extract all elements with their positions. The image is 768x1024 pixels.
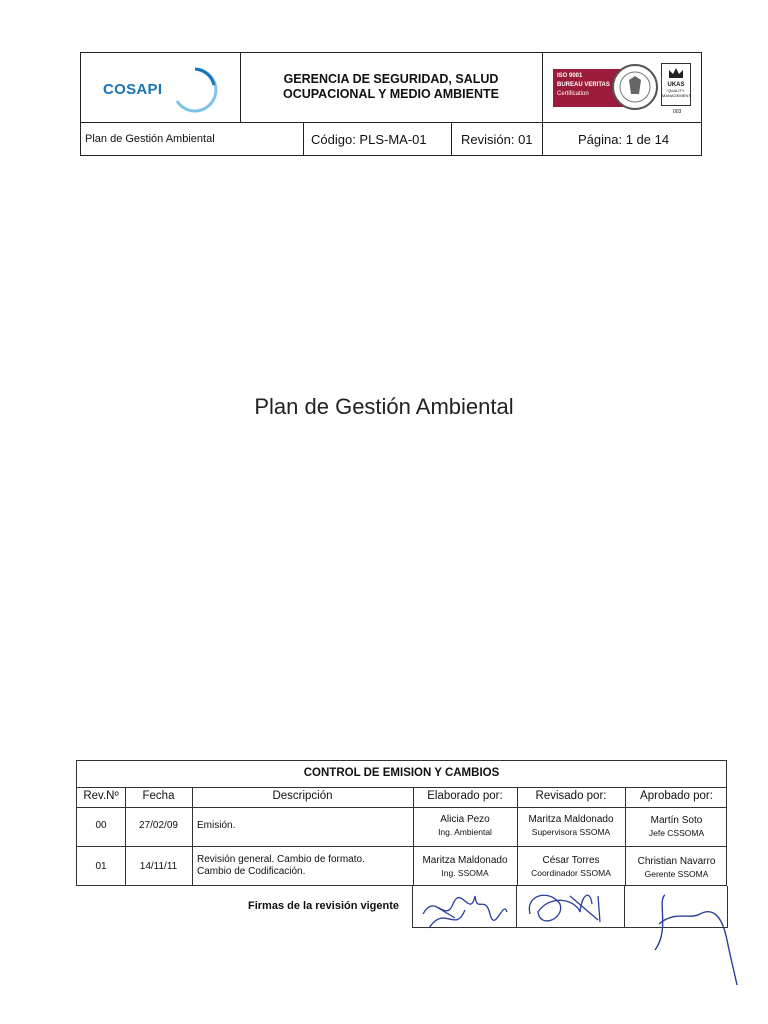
row-rev-name: Maritza Maldonado: [528, 814, 614, 825]
row-fecha: 14/11/11: [139, 861, 178, 872]
signatures-label: Firmas de la revisión vigente: [248, 900, 400, 912]
row-elab-role: Ing. SSOMA: [441, 868, 489, 878]
company-logo-text: COSAPI: [103, 81, 163, 98]
col-revisado: Revisado por:: [535, 790, 607, 802]
col-elaborado: Elaborado por:: [427, 790, 503, 802]
iso-label: ISO 9001: [557, 73, 583, 79]
signature-elaborado-icon: [415, 884, 515, 944]
row-elab-name: Alicia Pezo: [440, 814, 490, 825]
col-fecha: Fecha: [142, 790, 175, 802]
row-fecha: 27/02/09: [139, 820, 178, 831]
certification-label: Certification: [557, 91, 589, 97]
doc-page-cell: Página: 1 de 14: [578, 132, 670, 147]
bv-label: BUREAU VERITAS: [557, 82, 610, 88]
ukas-label: UKAS: [667, 82, 685, 88]
doc-revision-cell: Revisión: 01: [461, 132, 533, 147]
doc-code-cell: Código: PLS-MA-01: [311, 132, 427, 147]
crown-icon: [667, 66, 685, 80]
header-top-row: [81, 53, 701, 123]
ukas-number: 003: [673, 109, 682, 115]
signature-aprobado-icon: [645, 890, 745, 990]
signature-revisado-icon: [520, 884, 620, 934]
control-table-title: CONTROL DE EMISION Y CAMBIOS: [303, 767, 500, 779]
row-desc-line1: Revisión general. Cambio de formato.: [197, 854, 365, 865]
department-title: [241, 72, 541, 102]
row-elab-name: Maritza Maldonado: [422, 855, 508, 866]
row-desc: Emisión.: [197, 820, 236, 831]
document-header: [80, 52, 702, 156]
page-title: Plan de Gestión Ambiental: [254, 394, 514, 419]
row-rev-role: Supervisora SSOMA: [531, 827, 611, 837]
department-line-2: OCUPACIONAL Y MEDIO AMBIENTE: [283, 87, 499, 101]
row-apr-name: Martín Soto: [650, 815, 703, 826]
row-apr-role: Jefe CSSOMA: [648, 828, 705, 838]
bureau-veritas-seal-icon: [611, 62, 659, 112]
row-desc-line2: Cambio de Codificación.: [197, 866, 306, 877]
col-rev: Rev.Nº: [83, 790, 119, 802]
col-descripcion: Descripción: [272, 790, 333, 802]
row-rev: 00: [95, 820, 107, 831]
row-rev-role: Coordinador SSOMA: [531, 868, 611, 878]
header-info-row: [81, 122, 701, 156]
department-line-1: GERENCIA DE SEGURIDAD, SALUD: [283, 72, 499, 86]
row-rev: 01: [95, 861, 107, 872]
ukas-badge: [661, 63, 691, 106]
control-table: [76, 760, 727, 886]
row-apr-role: Gerente SSOMA: [644, 869, 709, 879]
row-elab-role: Ing. Ambiental: [438, 827, 492, 837]
col-aprobado: Aprobado por:: [640, 790, 713, 802]
doc-name-cell: Plan de Gestión Ambiental: [85, 133, 215, 145]
ukas-sub-label: QUALITY MANAGEMENT: [662, 88, 691, 98]
row-apr-name: Christian Navarro: [637, 856, 716, 867]
row-rev-name: César Torres: [542, 855, 600, 866]
company-logo-ring-icon: [169, 65, 221, 115]
